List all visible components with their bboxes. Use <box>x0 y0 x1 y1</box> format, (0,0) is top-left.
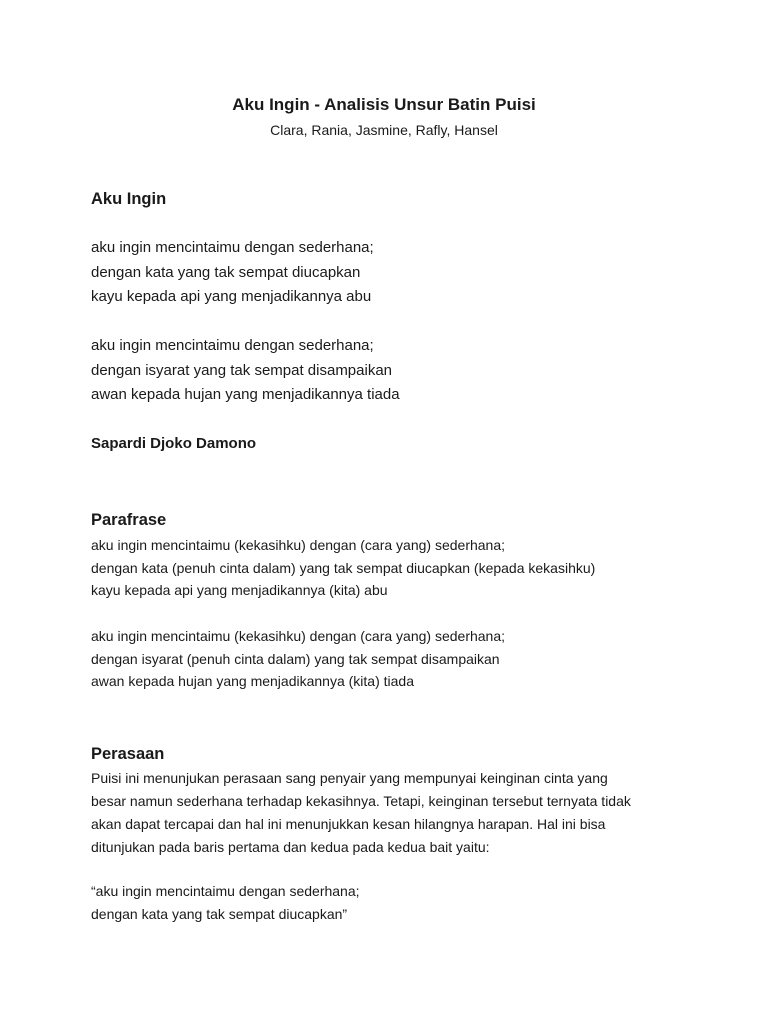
perasaan-line: akan dapat tercapai dan hal ini menunjukkan kesan hilangnya harapan. Hal ini bisa <box>91 816 606 832</box>
perasaan-quote <box>91 880 691 926</box>
poem-line: dengan isyarat yang tak sempat disampaikan <box>91 361 393 379</box>
poem-line: aku ingin mencintaimu dengan sederhana; <box>91 337 374 354</box>
parafrase-section <box>91 509 691 531</box>
perasaan-line: Puisi ini menunjukan perasaan sang penyair yang mempunyai keinginan cinta yang <box>91 770 608 786</box>
document-title: Aku Ingin - Analisis Unsur Batin Puisi <box>232 95 536 114</box>
perasaan-section <box>91 743 691 765</box>
parafrase-heading: Parafrase <box>91 511 167 529</box>
parafrase-line: awan kepada hujan yang menjadikannya (kita) tiada <box>91 673 414 689</box>
perasaan-heading: Perasaan <box>91 745 165 763</box>
perasaan-line: ditunjukan pada baris pertama dan kedua pada kedua bait yaitu: <box>91 839 490 855</box>
poem-line: dengan kata yang tak sempat diucapkan <box>91 263 361 281</box>
parafrase-line: dengan isyarat (penuh cinta dalam) yang tak sempat disampaikan <box>91 650 500 667</box>
parafrase-stanza-2 <box>91 625 691 693</box>
poet-name: Sapardi Djoko Damono <box>91 435 257 452</box>
parafrase-line: kayu kepada api yang menjadikannya (kita) abu <box>91 582 388 598</box>
poem-stanza-2 <box>91 334 691 408</box>
perasaan-paragraph <box>91 767 711 859</box>
perasaan-line: besar namun sederhana terhadap kekasihnya. Tetapi, keinginan tersebut ternyata tidak <box>91 793 631 809</box>
document-authors: Clara, Rania, Jasmine, Rafly, Hansel <box>270 122 498 138</box>
quote-line: dengan kata yang tak sempat diucapkan” <box>91 906 348 922</box>
parafrase-line: aku ingin mencintaimu (kekasihku) dengan (cara yang) sederhana; <box>91 628 506 644</box>
parafrase-stanza-1 <box>91 534 691 602</box>
poem-heading: Aku Ingin <box>91 190 167 208</box>
poem-line: aku ingin mencintaimu dengan sederhana; <box>91 239 374 256</box>
poem-stanza-1 <box>91 236 691 310</box>
poem-section <box>91 188 691 210</box>
parafrase-line: dengan kata (penuh cinta dalam) yang tak sempat diucapkan (kepada kekasihku) <box>91 559 596 576</box>
poet-block <box>91 433 691 455</box>
quote-line: “aku ingin mencintaimu dengan sederhana; <box>91 883 360 899</box>
poem-line: awan kepada hujan yang menjadikannya tiada <box>91 386 400 403</box>
parafrase-line: aku ingin mencintaimu (kekasihku) dengan (cara yang) sederhana; <box>91 537 506 553</box>
poem-line: kayu kepada api yang menjadikannya abu <box>91 288 372 305</box>
